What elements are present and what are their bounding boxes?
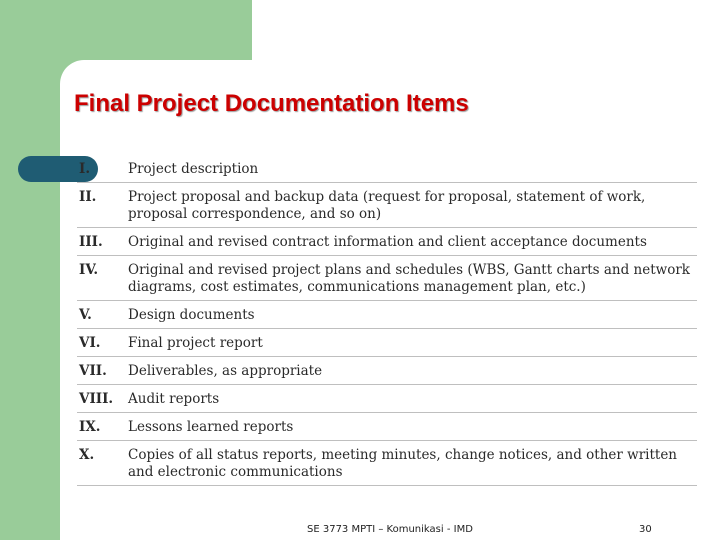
table-row bbox=[77, 413, 697, 441]
item-number: V. bbox=[77, 301, 128, 329]
table-row bbox=[77, 385, 697, 413]
item-number: II. bbox=[77, 183, 128, 228]
item-number: VII. bbox=[77, 357, 128, 385]
item-number: VI. bbox=[77, 329, 128, 357]
table-row bbox=[77, 357, 697, 385]
page-number: 30 bbox=[639, 524, 652, 535]
table-row bbox=[77, 155, 697, 183]
item-text: Final project report bbox=[128, 329, 697, 357]
table-row bbox=[77, 228, 697, 256]
item-text: Original and revised project plans and schedules (WBS, Gantt charts and network diagrams, cost estimates, communications management plan, etc.) bbox=[128, 256, 697, 301]
item-text: Audit reports bbox=[128, 385, 697, 413]
documentation-table bbox=[77, 155, 697, 486]
slide-title: Final Project Documentation Items bbox=[74, 90, 469, 117]
table-row bbox=[77, 301, 697, 329]
table-row bbox=[77, 183, 697, 228]
item-number: III. bbox=[77, 228, 128, 256]
table-row bbox=[77, 256, 697, 301]
item-text: Project proposal and backup data (request for proposal, statement of work, proposal correspondence, and so on) bbox=[128, 183, 697, 228]
item-number: X. bbox=[77, 441, 128, 486]
table-row bbox=[77, 329, 697, 357]
item-text: Lessons learned reports bbox=[128, 413, 697, 441]
footer-text: SE 3773 MPTI – Komunikasi - IMD bbox=[307, 524, 473, 535]
item-number: IX. bbox=[77, 413, 128, 441]
item-number: I. bbox=[77, 155, 128, 183]
item-number: IV. bbox=[77, 256, 128, 301]
item-text: Copies of all status reports, meeting minutes, change notices, and other written and electronic communications bbox=[128, 441, 697, 486]
item-text: Design documents bbox=[128, 301, 697, 329]
item-text: Project description bbox=[128, 155, 697, 183]
item-number: VIII. bbox=[77, 385, 128, 413]
table-row bbox=[77, 441, 697, 486]
item-text: Deliverables, as appropriate bbox=[128, 357, 697, 385]
item-text: Original and revised contract information and client acceptance documents bbox=[128, 228, 697, 256]
